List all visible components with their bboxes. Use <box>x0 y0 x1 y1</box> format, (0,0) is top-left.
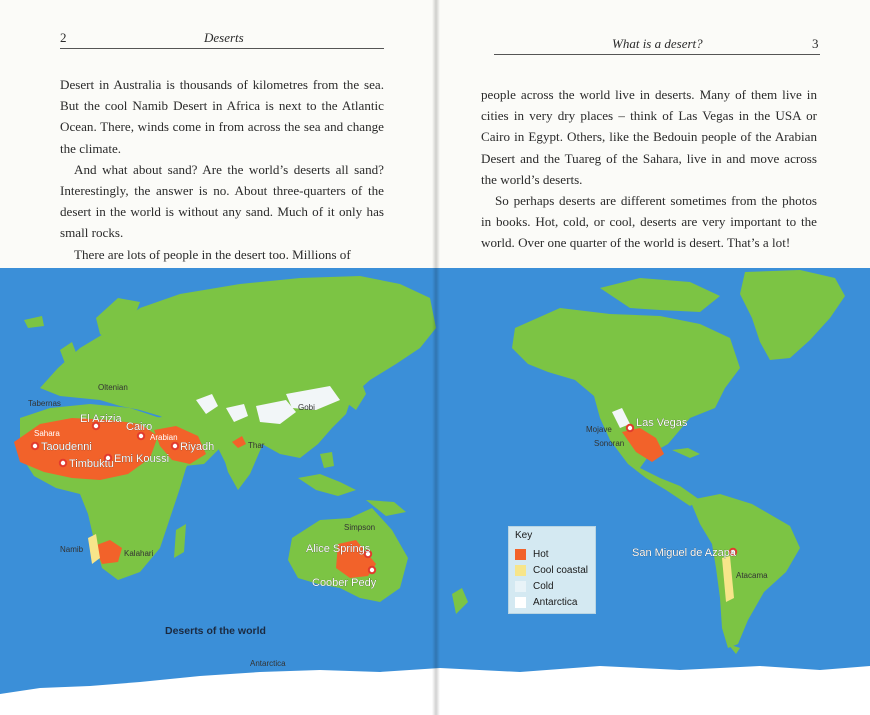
right-page <box>436 0 870 270</box>
key-item-cool-coastal <box>515 563 588 577</box>
label-atacama: Atacama <box>736 571 768 580</box>
left-page-text <box>60 74 384 265</box>
marker-taoudenni <box>32 443 38 449</box>
key-item-cold <box>515 579 554 593</box>
label-thar: Thar <box>248 441 265 450</box>
label-namib: Namib <box>60 545 84 554</box>
marker-coober-pedy <box>369 567 375 573</box>
header-rule-left <box>60 48 384 49</box>
paragraph: people across the world live in deserts. Many of them live in cities in very dry places – think of Las Vegas in the USA or Cairo in Egypt. Others, like the Bedouin people of the Arabian Desert and the Tuareg of the Sahara, live in and move across the world’s deserts. <box>481 87 817 187</box>
key-label: Cool coastal <box>533 564 589 576</box>
label-antarctica: Antarctica <box>250 659 286 668</box>
label-san-miguel: San Miguel de Azapa <box>632 547 736 559</box>
running-head-right: What is a desert? <box>612 36 703 51</box>
label-arabian: Arabian <box>150 433 178 442</box>
paragraph: There are lots of people in the desert too. Millions of <box>74 246 351 262</box>
label-timbuktu: Timbuktu <box>69 458 114 470</box>
key-label: Cold <box>533 580 554 592</box>
key-title: Key <box>515 530 533 541</box>
key-label: Hot <box>533 548 549 560</box>
label-taoudenni: Taoudenni <box>41 441 92 453</box>
map-key <box>508 526 596 614</box>
marker-timbuktu <box>60 460 66 466</box>
label-mojave: Mojave <box>586 425 612 434</box>
label-alice-springs: Alice Springs <box>306 543 371 555</box>
key-item-antarctica <box>515 595 577 609</box>
key-label: Antarctica <box>533 596 578 608</box>
label-cairo: Cairo <box>126 421 153 433</box>
key-swatch-antarctica <box>515 597 526 608</box>
label-oltenian: Oltenian <box>98 383 128 392</box>
label-simpson: Simpson <box>344 523 376 532</box>
page-number-left: 2 <box>60 30 67 45</box>
paragraph: And what about sand? Are the world’s deserts all sand? Interestingly, the answer is no. About three-quarters of the desert in the world is without any sand. Much of it only has small rocks. <box>60 161 384 241</box>
marker-cairo <box>138 433 144 439</box>
label-sahara: Sahara <box>34 429 60 438</box>
label-sonoran: Sonoran <box>594 439 625 448</box>
key-swatch-hot <box>515 549 526 560</box>
header-rule-right <box>494 54 820 55</box>
right-page-text <box>481 84 817 254</box>
marker-riyadh <box>172 443 178 449</box>
map-title: Deserts of the world <box>165 625 266 637</box>
marker-las-vegas <box>627 425 633 431</box>
label-tabernas: Tabernas <box>28 399 61 408</box>
left-page <box>0 0 436 270</box>
key-swatch-cold <box>515 581 526 592</box>
page-number-right: 3 <box>812 36 819 51</box>
label-riyadh: Riyadh <box>180 441 215 453</box>
label-las-vegas: Las Vegas <box>636 417 688 429</box>
key-swatch-cool-coastal <box>515 565 526 576</box>
paragraph: So perhaps deserts are different sometimes from the photos in books. Hot, cold, or cool, deserts are very important to the world. Over one quarter of the world is desert. That’s a lot! <box>481 193 817 251</box>
label-emi-koussi: Emi Koussi <box>114 453 170 465</box>
paragraph: Desert in Australia is thousands of kilometres from the sea. But the cool Namib Desert in Africa is next to the Atlantic Ocean. There, winds come in from across the sea and change the climate. <box>60 77 384 156</box>
key-item-hot <box>515 547 549 561</box>
running-head-left: Deserts <box>204 30 244 45</box>
label-gobi: Gobi <box>298 403 315 412</box>
label-el-azizia: El Azizia <box>80 413 122 425</box>
label-coober-pedy: Coober Pedy <box>312 577 377 589</box>
book-gutter <box>432 0 440 715</box>
label-kalahari: Kalahari <box>124 549 154 558</box>
